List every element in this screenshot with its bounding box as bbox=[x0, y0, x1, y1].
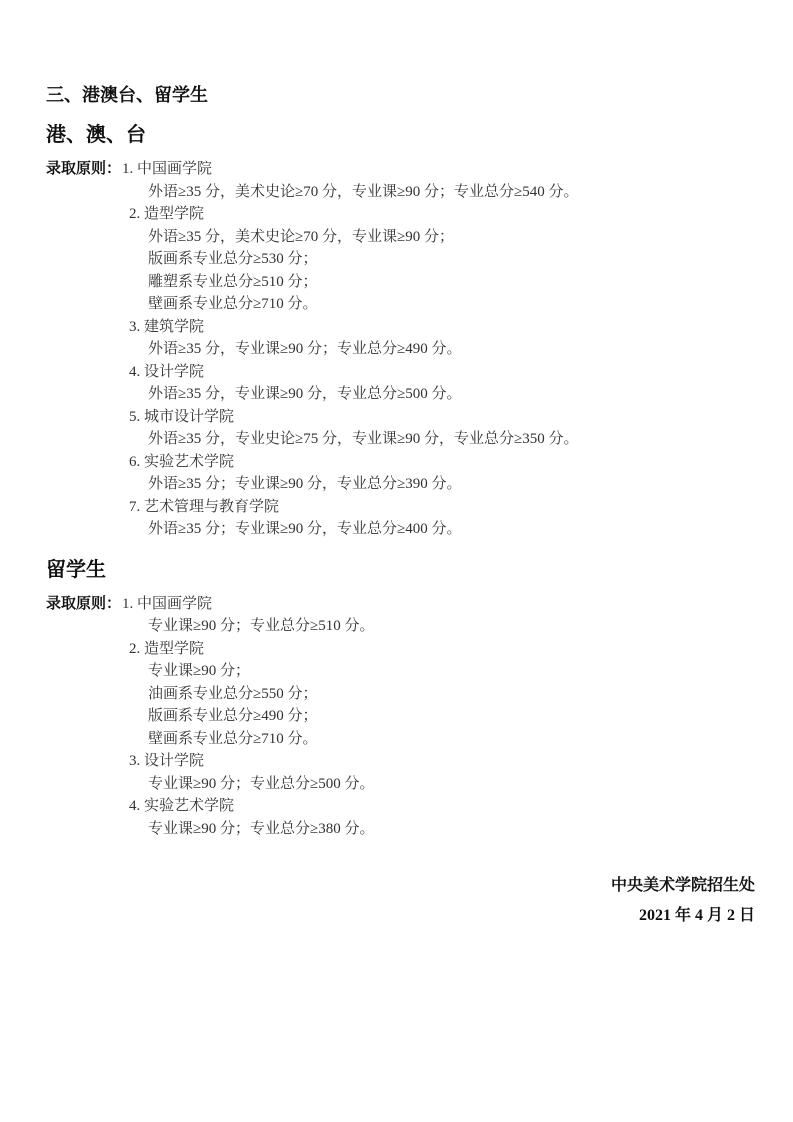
admission-principles-hk-mo-tw bbox=[46, 158, 755, 541]
footer-signature: 中央美术学院招生处 bbox=[610, 877, 755, 894]
school-item-title: 3. 建筑学院 bbox=[129, 318, 205, 335]
score-requirement-line: 版画系专业总分≥530 分； bbox=[148, 251, 318, 267]
score-requirement-line: 外语≥35 分，专业课≥90 分，专业总分≥500 分。 bbox=[148, 386, 462, 402]
score-requirement-line: 壁画系专业总分≥710 分。 bbox=[148, 296, 318, 312]
main-heading: 三、港澳台、留学生 bbox=[46, 85, 208, 105]
school-item-title: 4. 设计学院 bbox=[129, 363, 205, 380]
admission-principles-intl-students bbox=[46, 593, 755, 841]
school-item-title: 7. 艺术管理与教育学院 bbox=[129, 498, 280, 515]
score-requirement-line: 雕塑系专业总分≥510 分； bbox=[148, 273, 318, 290]
school-item-title: 3. 设计学院 bbox=[129, 753, 205, 769]
score-requirement-line: 外语≥35 分；专业课≥90 分，专业总分≥390 分。 bbox=[148, 476, 462, 492]
score-requirement-line: 外语≥35 分，美术史论≥70 分，专业课≥90 分； bbox=[148, 228, 454, 245]
school-item-title: 6. 实验艺术学院 bbox=[129, 453, 235, 470]
principles-label: 录取原则： bbox=[46, 161, 122, 177]
score-requirement-line: 外语≥35 分，美术史论≥70 分，专业课≥90 分；专业总分≥540 分。 bbox=[148, 183, 579, 200]
subsection-heading-hk-mo-tw: 港、澳、台 bbox=[46, 124, 146, 146]
score-requirement-line: 外语≥35 分，专业课≥90 分；专业总分≥490 分。 bbox=[148, 341, 462, 357]
school-item-title: 2. 造型学院 bbox=[129, 640, 205, 657]
school-item-title: 1. 中国画学院 bbox=[122, 595, 213, 612]
school-item-title: 4. 实验艺术学院 bbox=[129, 798, 235, 814]
score-requirement-line: 专业课≥90 分；专业总分≥380 分。 bbox=[148, 820, 375, 837]
footer-date: 2021 年 4 月 2 日 bbox=[638, 907, 755, 924]
subsection-heading-intl-students: 留学生 bbox=[46, 558, 106, 581]
score-requirement-line: 壁画系专业总分≥710 分。 bbox=[148, 730, 318, 747]
school-item-title: 5. 城市设计学院 bbox=[129, 408, 235, 425]
document-footer bbox=[46, 871, 755, 931]
score-requirement-line: 油画系专业总分≥550 分； bbox=[148, 685, 318, 702]
score-requirement-line: 版画系专业总分≥490 分； bbox=[148, 708, 318, 724]
school-item-title: 1. 中国画学院 bbox=[122, 161, 213, 177]
principles-list-hk-mo-tw bbox=[121, 158, 755, 541]
score-requirement-line: 外语≥35 分，专业史论≥75 分，专业课≥90 分，专业总分≥350 分。 bbox=[148, 431, 579, 447]
score-requirement-line: 外语≥35 分；专业课≥90 分，专业总分≥400 分。 bbox=[148, 521, 462, 537]
school-item-title: 2. 造型学院 bbox=[129, 206, 205, 222]
score-requirement-line: 专业课≥90 分；专业总分≥510 分。 bbox=[148, 618, 375, 634]
principles-list-intl-students bbox=[121, 593, 755, 841]
score-requirement-line: 专业课≥90 分；专业总分≥500 分。 bbox=[148, 775, 375, 792]
score-requirement-line: 专业课≥90 分； bbox=[148, 663, 250, 679]
principles-label: 录取原则： bbox=[46, 595, 122, 612]
